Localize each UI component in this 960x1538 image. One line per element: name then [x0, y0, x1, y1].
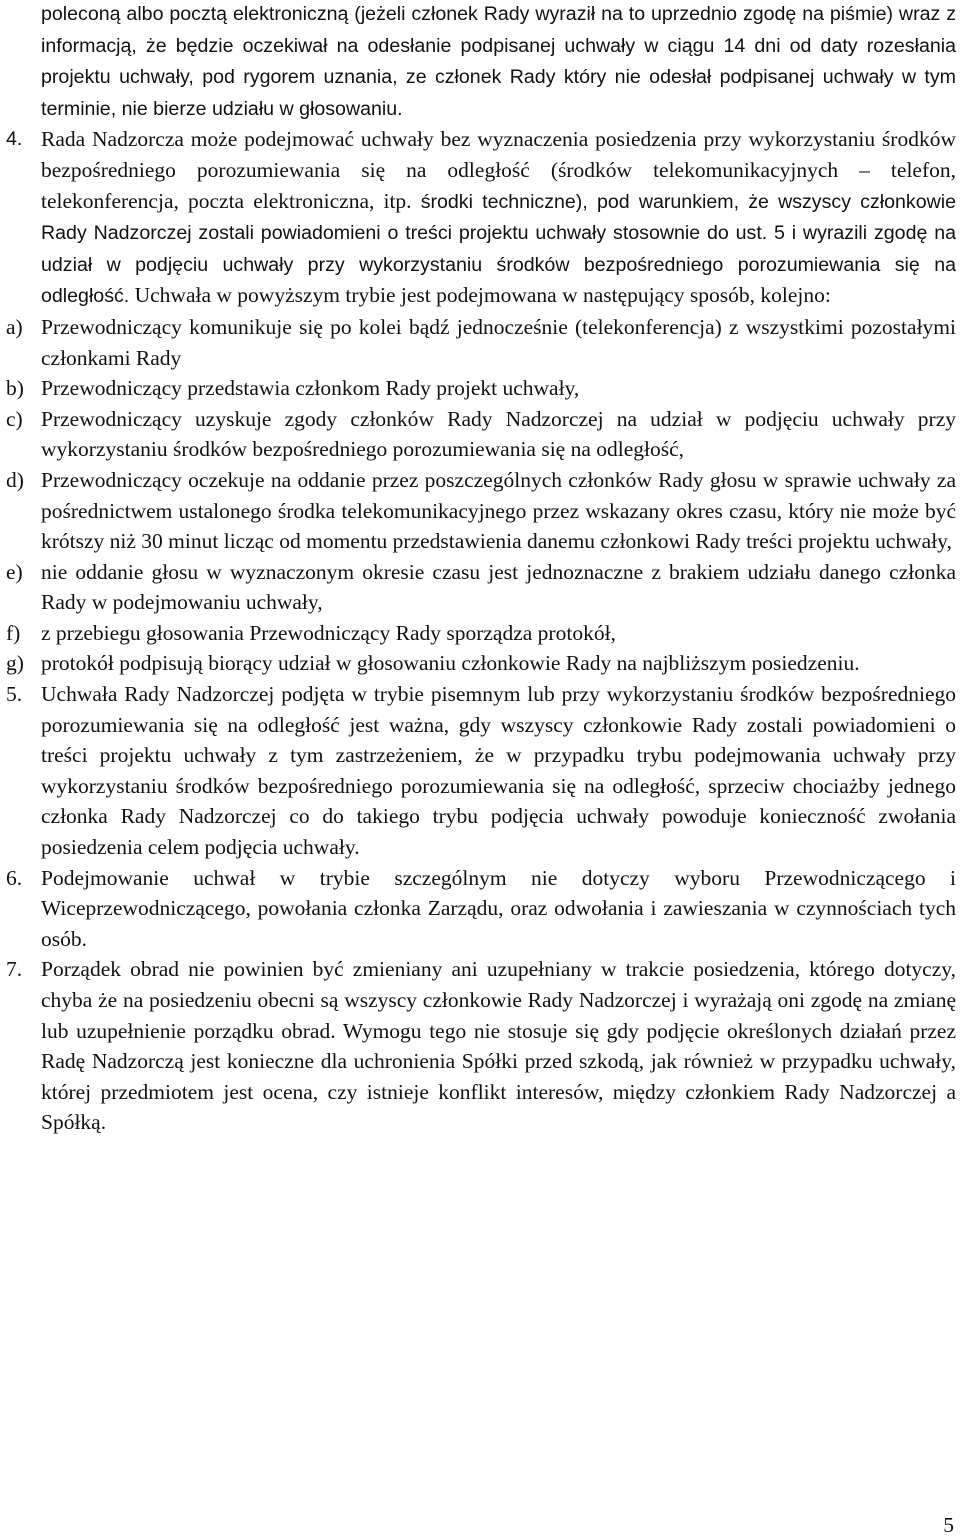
point-5-text: Uchwała Rady Nadzorczej podjęta w trybie pisemnym lub przy wykorzystaniu środków bezpośredniego porozumiewania się na odległość jest ważna, gdy wszyscy członkowie Rady zostali powiadomieni o treści projektu uchwały z tym zastrzeżeniem, że w przypadku trybu podejmowania uchwały przy wykorzystaniu środków bezpośredniego porozumiewania się na odległość, sprzeciw chociażby jednego członka Rady Nadzorczej co do takiego trybu podjęcia uchwały powoduje konieczność zwołania posiedzenia celem podjęcia uchwały. — [41, 682, 956, 860]
continued-paragraph — [6, 0, 956, 124]
point-4-sentence-1: Rada Nadzorcza może podejmować uchwały bez wyznaczenia posiedzenia przy wykorzystaniu środków bezpośredniego porozumiewania się na odległość (środków telekomunikacyjnych – telefon, telekonferencja, poczta elektroniczna, itp. — [41, 127, 956, 213]
list-item-marker: b) — [6, 376, 24, 401]
list-item-a — [6, 312, 956, 373]
list-item-e — [6, 557, 956, 618]
list-item-text: Przewodniczący komunikuje się po kolei bądź jednocześnie (telekonferencja) z wszystkimi pozostałymi członkami Rady — [41, 314, 956, 370]
list-item-marker: g) — [6, 651, 24, 676]
point-7 — [6, 954, 956, 1138]
list-item-text: nie oddanie głosu w wyznaczonym okresie czasu jest jednoznaczne z brakiem udziału danego członka Rady w podejmowaniu uchwały, — [41, 559, 956, 615]
list-item-marker: f) — [6, 620, 21, 645]
point-7-text: Porządek obrad nie powinien być zmieniany ani uzupełniany w trakcie posiedzenia, którego dotyczy, chyba że na posiedzeniu obecni są wszyscy członkowie Rady Nadzorczej i wyrażają oni zgodę na zmianę lub uzupełnienie porządku obrad. Wymogu tego nie stosuje się gdy podjęcie określonych działań przez Radę Nadzorczą jest konieczne dla uchronienia Spółki przed szkodą, jak również w przypadku uchwały, której przedmiotem jest ocena, czy istnieje konflikt interesów, między członkiem Rady Nadzorczej a Spółką. — [41, 957, 956, 1135]
point-7-number: 7. — [6, 957, 23, 982]
list-item-marker: d) — [6, 467, 24, 492]
list-item-marker: e) — [6, 559, 23, 584]
point-4-number: 4. — [6, 128, 23, 151]
point-5 — [6, 679, 956, 863]
point-5-number: 5. — [6, 682, 23, 707]
list-item-b — [6, 373, 956, 404]
list-item-text: protokół podpisują biorący udział w głosowaniu członkowie Rady na najbliższym posiedzeniu. — [41, 651, 860, 676]
list-item-g — [6, 648, 956, 679]
point-4 — [6, 124, 956, 312]
point-4-sentence-2: środki techniczne), pod warunkiem, że wszyscy członkowie Rady Nadzorczej zostali powiadomieni o treści projektu uchwały stosownie do ust. — [41, 190, 957, 245]
point-4-sentence-3: 5 i wyrazili zgodę na udział w podjęciu uchwały przy wykorzystaniu środków bezpośredniego porozumiewania się na odległość. — [41, 222, 956, 308]
list-item-f — [6, 618, 956, 649]
list-item-text: Przewodniczący uzyskuje zgody członków Rady Nadzorczej na udział w podjęciu uchwały przy wykorzystaniu środków bezpośredniego porozumiewania się na odległość, — [41, 406, 956, 462]
list-item-text: Przewodniczący przedstawia członkom Rady projekt uchwały, — [41, 376, 580, 401]
document-body — [6, 0, 956, 1138]
page-number: 5 — [943, 1513, 954, 1537]
list-item-text: Przewodniczący oczekuje na oddanie przez poszczególnych członków Rady głosu w sprawie uchwały za pośrednictwem ustalonego środka telekomunikacyjnego przez wskazany okres czasu, który nie może być krótszy niż 30 minut licząc od momentu przedstawienia danemu członkowi Rady treści projektu uchwały, — [41, 467, 956, 554]
list-item-marker: c) — [6, 406, 23, 431]
list-item-marker: a) — [6, 314, 23, 339]
point-6-text: Podejmowanie uchwał w trybie szczególnym nie dotyczy wyboru Przewodniczącego i Wiceprzewodniczącego, powołania członka Zarządu, oraz odwołania i zawieszania w czynnościach tych osób. — [41, 865, 956, 951]
point-6-number: 6. — [6, 865, 23, 890]
point-4-sentence-4: Uchwała w powyższym trybie jest podejmowana w następujący sposób, kolejno: — [134, 283, 831, 308]
list-item-text: z przebiegu głosowania Przewodniczący Rady sporządza protokół, — [41, 620, 616, 645]
list-item-c — [6, 404, 956, 465]
continued-paragraph-text: poleconą albo pocztą elektroniczną (jeżeli członek Rady wyraził na to uprzednio zgodę na piśmie) wraz z informacją, że będzie oczekiwał na odesłanie podpisanej uchwały w ciągu 14 dni od daty rozesłania projektu uchwały, pod rygorem uznania, ze członek Rady który nie odesłał podpisanej uchwały w tym terminie, nie bierze udziału w głosowaniu. — [41, 3, 956, 120]
point-6 — [6, 863, 956, 955]
list-item-d — [6, 465, 956, 557]
point-4-sublist — [6, 312, 956, 679]
